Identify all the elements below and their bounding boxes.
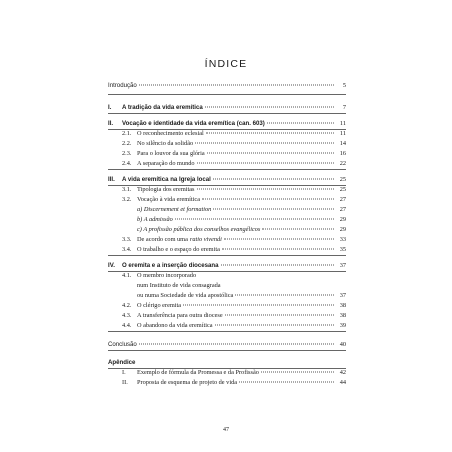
toc-section-1: [108, 103, 346, 113]
section-number: II.: [108, 120, 114, 127]
sub-label: O membro incorporado: [137, 272, 197, 279]
divider: [108, 169, 346, 170]
subsub-page: 29: [339, 226, 346, 233]
sub-label-italic: ratio vivendi: [189, 236, 222, 243]
subsub-label: b) A admissão: [137, 216, 173, 223]
sub-label: No silêncio da solidão: [137, 140, 194, 147]
dot-leader: [261, 372, 334, 373]
sub-page: 25: [339, 186, 346, 193]
sub-label: Proposta de esquema de projeto de vida: [137, 379, 238, 386]
section-page: 25: [339, 176, 346, 183]
dot-leader: [267, 123, 334, 124]
sub-label-continuation: num Instituto de vida consagrada: [137, 282, 221, 289]
appendix-heading: Apêndice: [108, 359, 136, 366]
sub-number: I.: [122, 369, 126, 376]
toc-subentry: [108, 159, 346, 169]
subsub-page: 27: [339, 206, 346, 213]
toc-subentry: [108, 185, 346, 195]
entry-label: Introdução: [108, 82, 137, 89]
dot-leader: [202, 199, 334, 200]
sub-label: A separação do mundo: [137, 160, 195, 167]
dot-leader: [139, 344, 334, 345]
divider: [108, 255, 346, 256]
subsub-page: 29: [339, 216, 346, 223]
dot-leader: [175, 219, 334, 220]
sub-number: 4.4.: [122, 322, 132, 329]
sub-number: 3.3.: [122, 236, 132, 243]
sub-label: O abandono da vida eremítica: [137, 322, 213, 329]
dot-leader: [207, 153, 334, 154]
toc-section-4: [108, 261, 346, 271]
dot-leader: [213, 209, 334, 210]
sub-page: 42: [339, 369, 346, 376]
sub-label: De acordo com uma: [137, 236, 188, 243]
dot-leader: [222, 249, 334, 250]
sub-page: 38: [339, 302, 346, 309]
entry-page: 5: [342, 82, 346, 89]
sub-label: Exemplo de fórmula da Promessa e da Profissão: [137, 369, 259, 376]
toc-subentry: [108, 368, 346, 378]
subsub-label: c) A profissão pública dos conselhos evangélicos: [137, 226, 261, 233]
toc-subsubentry: [108, 225, 346, 235]
sub-number: II.: [122, 379, 128, 386]
sub-page: 14: [339, 140, 346, 147]
dot-leader: [197, 189, 335, 190]
dot-leader: [225, 315, 334, 316]
dot-leader: [215, 325, 334, 326]
toc-subentry-continuation: [108, 291, 346, 301]
divider: [108, 185, 346, 186]
section-number: I.: [108, 104, 112, 111]
dot-leader: [205, 107, 334, 108]
sub-label: O reconhecimento eclesial: [137, 130, 204, 137]
toc-subentry: [108, 301, 346, 311]
toc-subentry: [108, 129, 346, 139]
dot-leader: [197, 163, 334, 164]
section-label: A vida eremítica na Igreja local: [122, 176, 211, 183]
toc-subentry: [108, 321, 346, 331]
sub-page: 16: [339, 150, 346, 157]
dot-leader: [183, 305, 334, 306]
dot-leader: [224, 239, 334, 240]
dot-leader: [235, 295, 334, 296]
sub-number: 3.4.: [122, 246, 132, 253]
toc-section-2: [108, 119, 346, 129]
section-page: 7: [342, 104, 346, 111]
sub-page: 11: [339, 130, 346, 137]
section-label: O eremita e a inserção diocesana: [122, 262, 219, 269]
section-number: IV.: [108, 262, 115, 269]
sub-label: Vocação à vida eremítica: [137, 196, 200, 203]
sub-page: 37: [339, 292, 346, 299]
sub-page: 27: [339, 196, 346, 203]
toc-subentry: [108, 139, 346, 149]
toc-subentry: [108, 245, 346, 255]
divider: [108, 350, 346, 351]
entry-page: 40: [339, 341, 346, 348]
dot-leader: [139, 85, 334, 86]
toc-entry-intro: [108, 81, 346, 91]
sub-number: 2.3.: [122, 150, 132, 157]
divider: [108, 331, 346, 332]
toc-subentry: [108, 195, 346, 205]
dot-leader: [206, 133, 334, 134]
sub-label: Para o louvor da sua glória: [137, 150, 205, 157]
divider: [108, 94, 346, 95]
sub-page: 35: [339, 246, 346, 253]
sub-number: 3.1.: [122, 186, 132, 193]
divider: [108, 368, 346, 369]
toc-section-3: [108, 175, 346, 185]
section-page: 37: [339, 262, 346, 269]
sub-label: A transferência para outra diocese: [137, 312, 223, 319]
section-label: Vocação e identidade da vida eremítica (can. 603): [122, 120, 265, 127]
dot-leader: [239, 382, 334, 383]
sub-page: 22: [339, 160, 346, 167]
toc-subentry: [108, 149, 346, 159]
toc-subentry: [108, 311, 346, 321]
sub-label: Tipologia dos eremitas: [137, 186, 195, 193]
entry-label: Conclusão: [108, 341, 137, 348]
divider: [108, 129, 346, 130]
sub-page: 33: [339, 236, 346, 243]
divider: [108, 113, 346, 114]
divider: [108, 271, 346, 272]
toc-entry-appendix: [108, 358, 346, 368]
sub-number: 2.2.: [122, 140, 132, 147]
toc-subsubentry: [108, 215, 346, 225]
sub-page: 38: [339, 312, 346, 319]
toc-entry-conclusion: [108, 340, 346, 350]
toc-subentry: [108, 271, 346, 281]
sub-number: 4.2.: [122, 302, 132, 309]
dot-leader: [221, 265, 334, 266]
sub-number: 2.1.: [122, 130, 132, 137]
sub-page: 44: [339, 379, 346, 386]
section-number: III.: [108, 176, 115, 183]
sub-number: 4.3.: [122, 312, 132, 319]
sub-number: 2.4.: [122, 160, 132, 167]
page-number: 47: [223, 427, 229, 433]
sub-label: O trabalho e o espaço do eremita: [137, 246, 220, 253]
dot-leader: [195, 143, 334, 144]
page-title: ÍNDICE: [204, 58, 248, 70]
dot-leader: [213, 179, 334, 180]
toc-subentry: [108, 378, 346, 388]
sub-number: 3.2.: [122, 196, 132, 203]
section-label: A tradição da vida eremítica: [122, 104, 203, 111]
subsub-label: a) Discernement et formation: [137, 206, 212, 213]
sub-label: O clérigo eremita: [137, 302, 182, 309]
toc-subsubentry: [108, 205, 346, 215]
sub-number: 4.1.: [122, 272, 132, 279]
sub-page: 39: [339, 322, 346, 329]
dot-leader: [262, 229, 334, 230]
toc-subentry: [108, 235, 346, 245]
section-page: 11: [339, 120, 346, 127]
sub-label-continuation: ou numa Sociedade de vida apostólica: [137, 292, 234, 299]
